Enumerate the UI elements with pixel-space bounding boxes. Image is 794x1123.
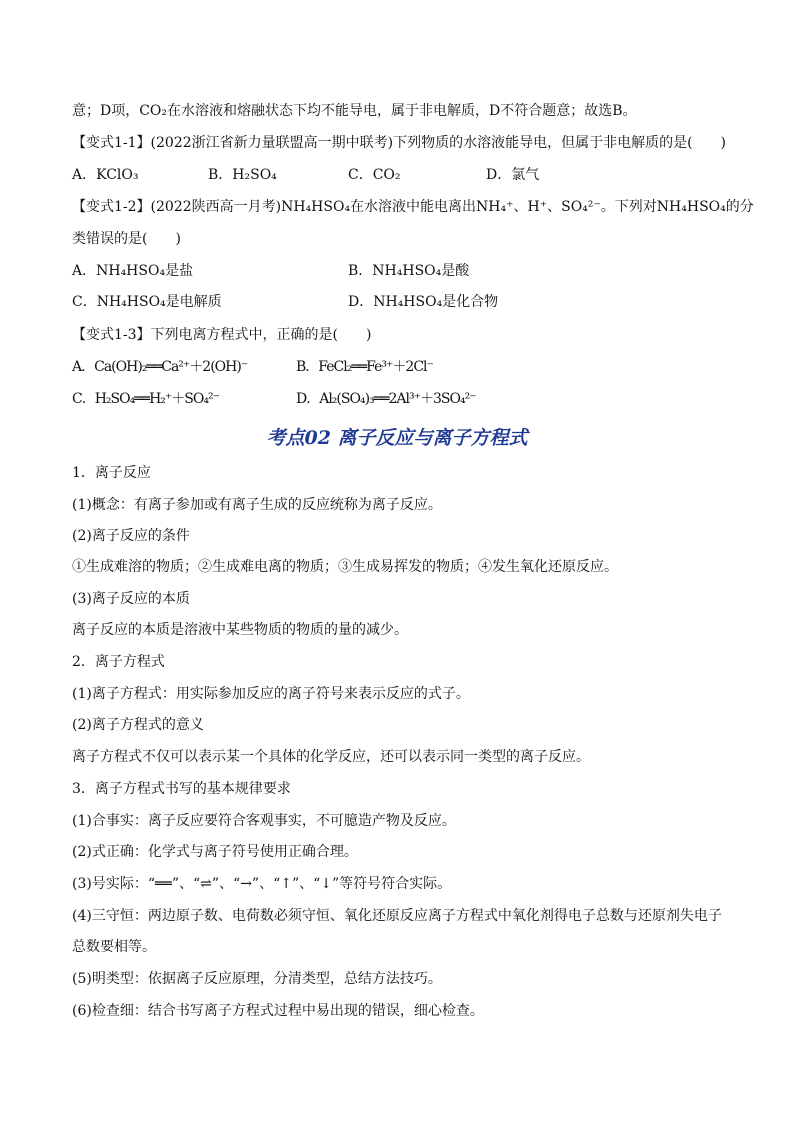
body-line-4: ①生成难溶的物质；②生成难电离的物质；③生成易挥发的物质；④发生氧化还原反应。 (72, 559, 618, 575)
body-line-14: (3)号实际：“══”、“⇌”、“→”、“↑”、“↓”等符号符合实际。 (72, 876, 452, 892)
v12-option-b: B．NH₄HSO₄是酸 (348, 263, 470, 279)
v13-option-c: C．H₂SO₄══H₂⁺＋SO₄²⁻ (72, 391, 219, 407)
body-line-3: (2)离子反应的条件 (72, 528, 190, 544)
v13-option-b: B．FeCl₂══Fe³⁺＋2Cl⁻ (296, 359, 433, 375)
body-line-6: 离子反应的本质是溶液中某些物质的物质的量的减少。 (72, 622, 408, 638)
body-line-1: 1．离子反应 (72, 465, 151, 481)
v12-option-c: C．NH₄HSO₄是电解质 (72, 294, 222, 310)
body-line-18: (6)检查细：结合书写离子方程式过程中易出现的错误，细心检查。 (72, 1003, 484, 1019)
body-line-17: (5)明类型：依据离子反应原理，分清类型，总结方法技巧。 (72, 971, 442, 987)
body-line-7: 2．离子方程式 (72, 654, 165, 670)
v11-option-b: B．H₂SO₄ (208, 167, 277, 183)
body-line-8: (1)离子方程式：用实际参加反应的离子符号来表示反应的式子。 (72, 686, 470, 702)
variant-1-1-question: 【变式1-1】(2022浙江省新力量联盟高一期中联考)下列物质的水溶液能导电，但属于非电解质的是( ) (72, 135, 727, 151)
section-title: 考点02 离子反应与离子方程式 (266, 427, 528, 449)
body-line-2: (1)概念：有离子参加或有离子生成的反应统称为离子反应。 (72, 497, 442, 513)
variant-1-2-question: 【变式1-2】(2022陕西高一月考)NH₄HSO₄在水溶液中能电离出NH₄⁺、H⁺、SO₄²⁻。下列对NH₄HSO₄的分 (72, 199, 754, 215)
body-line-10: 离子方程式不仅可以表示某一个具体的化学反应，还可以表示同一类型的离子反应。 (72, 749, 590, 765)
v12-option-a: A．NH₄HSO₄是盐 (72, 263, 194, 279)
v11-option-c: C．CO₂ (348, 167, 401, 183)
body-line-12: (1)合事实：离子反应要符合客观事实，不可臆造产物及反应。 (72, 813, 456, 829)
body-line-5: (3)离子反应的本质 (72, 591, 190, 607)
variant-1-3-question: 【变式1-3】下列电离方程式中，正确的是( ) (72, 327, 372, 343)
body-line-9: (2)离子方程式的意义 (72, 717, 204, 733)
body-line-16: 总数要相等。 (72, 939, 156, 955)
variant-1-2-question-cont: 类错误的是( ) (72, 231, 181, 247)
v12-option-d: D．NH₄HSO₄是化合物 (348, 294, 499, 310)
v13-option-d: D．Al₂(SO₄)₃══2Al³⁺＋3SO₄²⁻ (296, 391, 476, 407)
body-line-13: (2)式正确：化学式与离子符号使用正确合理。 (72, 844, 358, 860)
v13-option-a: A．Ca(OH)₂══Ca²⁺＋2(OH)⁻ (72, 359, 248, 375)
body-line-11: 3．离子方程式书写的基本规律要求 (72, 781, 291, 797)
intro-line: 意；D项，CO₂在水溶液和熔融状态下均不能导电，属于非电解质，D不符合题意；故选B。 (72, 103, 637, 119)
v11-option-a: A．KClO₃ (72, 167, 139, 183)
body-line-15: (4)三守恒：两边原子数、电荷数必须守恒、氧化还原反应离子方程式中氧化剂得电子总数与还原剂失电子 (72, 908, 722, 924)
v11-option-d: D．氯气 (486, 167, 540, 183)
